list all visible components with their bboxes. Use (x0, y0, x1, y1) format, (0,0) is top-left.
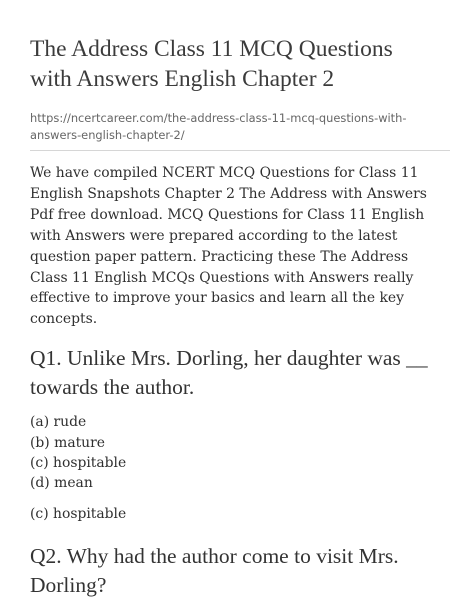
question-1-answer: (c) hospitable (30, 505, 127, 522)
intro-line: English Snapshots Chapter 2 The Address with Answers (30, 185, 427, 202)
option-b: (b) mature (30, 434, 105, 451)
question-2-heading (30, 542, 454, 600)
header-divider (30, 150, 450, 151)
intro-line: We have compiled NCERT MCQ Questions for Class 11 (30, 165, 419, 181)
question-1-options (30, 412, 454, 494)
url-line[interactable]: https://ncertcareer.com/the-address-class-11-mcq-questions-with- (30, 111, 407, 125)
question-line: Dorling? (30, 572, 107, 597)
intro-paragraph (30, 163, 454, 330)
title-line: with Answers English Chapter 2 (30, 66, 335, 92)
intro-line: effective to improve your basics and learn all the key (30, 290, 404, 307)
intro-line: Pdf free download. MCQ Questions for Class 11 English (30, 206, 425, 223)
source-url[interactable] (30, 110, 454, 144)
question-line: towards the author. (30, 375, 195, 400)
question-line: Q2. Why had the author come to visit Mrs. (30, 543, 399, 568)
intro-line: question paper pattern. Practicing these The Address (30, 248, 409, 265)
title-line: The Address Class 11 MCQ Questions (30, 36, 393, 62)
question-1-heading (30, 344, 454, 402)
option-c: (c) hospitable (30, 455, 127, 472)
article-title (30, 34, 454, 94)
intro-line: with Answers were prepared according to the latest (30, 227, 398, 244)
intro-line: concepts. (30, 311, 98, 328)
option-d: (d) mean (30, 475, 93, 492)
url-line[interactable]: answers-english-chapter-2/ (30, 128, 185, 142)
document-page (30, 34, 454, 610)
option-a: (a) rude (30, 414, 87, 431)
intro-line: Class 11 English MCQs Questions with Answers really (30, 269, 414, 286)
question-line: Q1. Unlike Mrs. Dorling, her daughter was __ (30, 346, 428, 371)
